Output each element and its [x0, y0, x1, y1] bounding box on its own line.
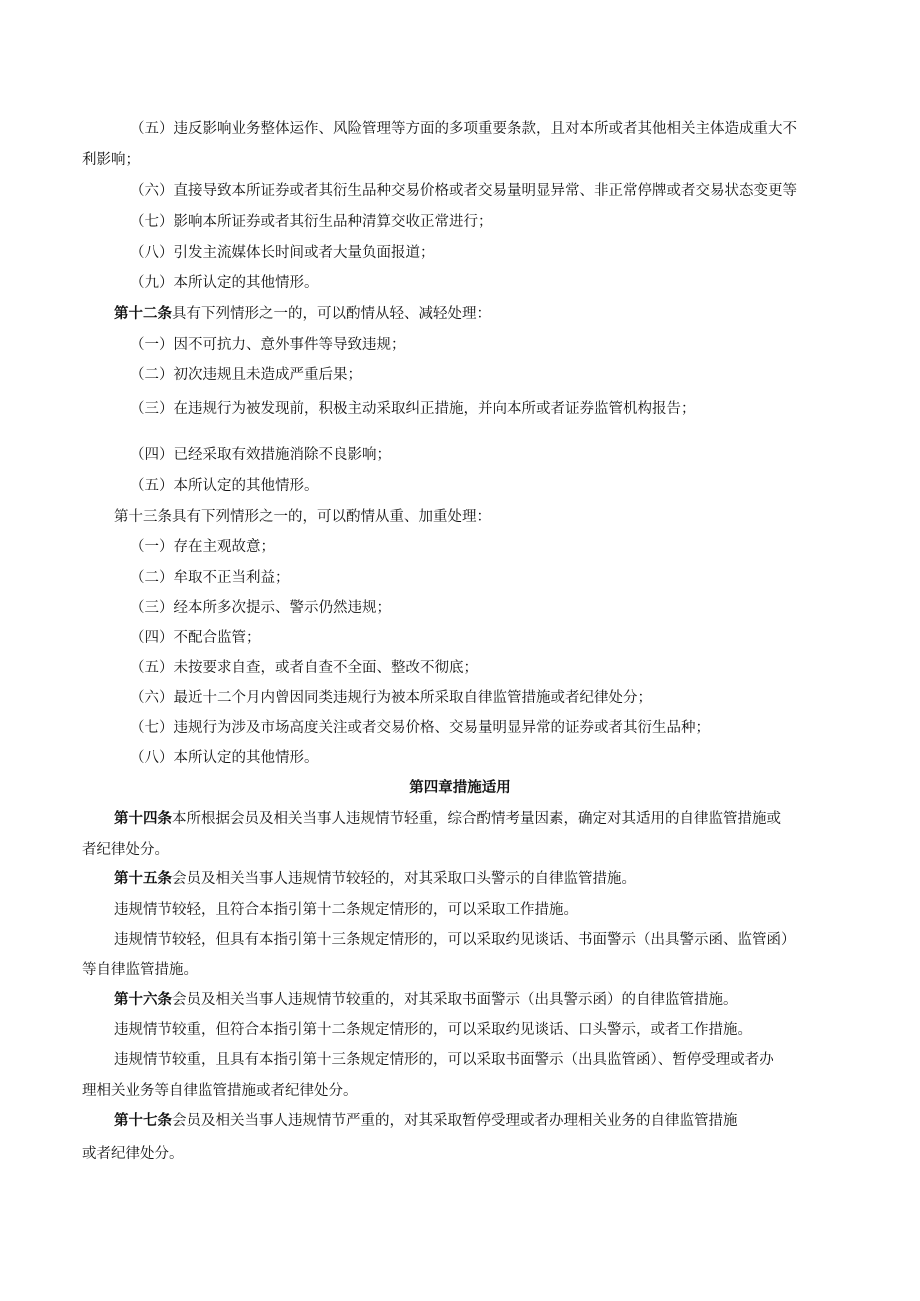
chapter-heading: 第四章措施适用 — [409, 780, 511, 796]
article-number: 第十七条 — [114, 1113, 172, 1129]
paragraph: （一）存在主观故意； — [130, 539, 275, 555]
paragraph: 者纪律处分。 — [82, 842, 169, 858]
paragraph: 理相关业务等自律监管措施或者纪律处分。 — [82, 1083, 358, 1099]
article-17: 第十七条会员及相关当事人违规情节严重的，对其采取暂停受理或者办理相关业务的自律监管措施 — [114, 1113, 738, 1129]
paragraph: （四）已经采取有效措施消除不良影响； — [130, 447, 391, 463]
paragraph: （三）在违规行为被发现前，积极主动采取纠正措施，并向本所或者证券监管机构报告； — [130, 401, 696, 417]
article-14: 第十四条本所根据会员及相关当事人违规情节轻重，综合酌情考量因素，确定对其适用的自律监管措施或 — [114, 811, 781, 827]
paragraph: （五）未按要求自查，或者自查不全面、整改不彻底； — [130, 660, 478, 676]
paragraph: （六）最近十二个月内曾因同类违规行为被本所采取自律监管措施或者纪律处分； — [130, 690, 652, 706]
paragraph: （九）本所认定的其他情形。 — [130, 275, 319, 291]
paragraph: （三）经本所多次提示、警示仍然违规； — [130, 600, 391, 616]
article-12: 第十二条具有下列情形之一的，可以酌情从轻、减轻处理： — [114, 306, 491, 322]
article-number: 第十四条 — [114, 811, 172, 827]
paragraph: （八）引发主流媒体长时间或者大量负面报道； — [130, 245, 435, 261]
paragraph: 或者纪律处分。 — [82, 1146, 184, 1162]
paragraph: 违规情节较轻，但具有本指引第十三条规定情形的，可以采取约见谈话、书面警示（出具警示函、监管函） — [114, 932, 796, 948]
paragraph: 等自律监管措施。 — [82, 962, 198, 978]
paragraph: 利影响； — [82, 152, 140, 168]
article-15: 第十五条会员及相关当事人违规情节较轻的，对其采取口头警示的自律监管措施。 — [114, 871, 636, 887]
paragraph: （七）影响本所证券或者其衍生品种清算交收正常进行； — [130, 214, 493, 230]
paragraph: 违规情节较重，但符合本指引第十二条规定情形的，可以采取约见谈话、口头警示，或者工作措施。 — [114, 1022, 752, 1038]
article-number: 第十六条 — [114, 992, 172, 1008]
paragraph: （二）牟取不正当利益； — [130, 570, 290, 586]
paragraph: （七）违规行为涉及市场高度关注或者交易价格、交易量明显异常的证券或者其衍生品种； — [130, 720, 710, 736]
paragraph: （四）不配合监管； — [130, 630, 261, 646]
paragraph: 违规情节较重，且具有本指引第十三条规定情形的，可以采取书面警示（出具监管函）、暂停受理或者办 — [114, 1052, 774, 1068]
paragraph: （八）本所认定的其他情形。 — [130, 750, 319, 766]
article-13: 第十三条具有下列情形之一的，可以酌情从重、加重处理： — [114, 509, 491, 525]
article-16: 第十六条会员及相关当事人违规情节较重的，对其采取书面警示（出具警示函）的自律监管措施。 — [114, 992, 738, 1008]
paragraph: 违规情节较轻，且符合本指引第十二条规定情形的，可以采取工作措施。 — [114, 902, 578, 918]
paragraph: （一）因不可抗力、意外事件等导致违规； — [130, 337, 406, 353]
paragraph: （二）初次违规且未造成严重后果； — [130, 367, 362, 383]
paragraph: （五）违反影响业务整体运作、风险管理等方面的多项重要条款，且对本所或者其他相关主体造成重大不 — [130, 121, 797, 137]
article-number: 第十五条 — [114, 871, 172, 887]
article-number: 第十二条 — [114, 306, 172, 322]
paragraph: （五）本所认定的其他情形。 — [130, 478, 319, 494]
paragraph: （六）直接导致本所证券或者其衍生品种交易价格或者交易量明显异常、非正常停牌或者交易状态变更等 — [130, 183, 797, 199]
